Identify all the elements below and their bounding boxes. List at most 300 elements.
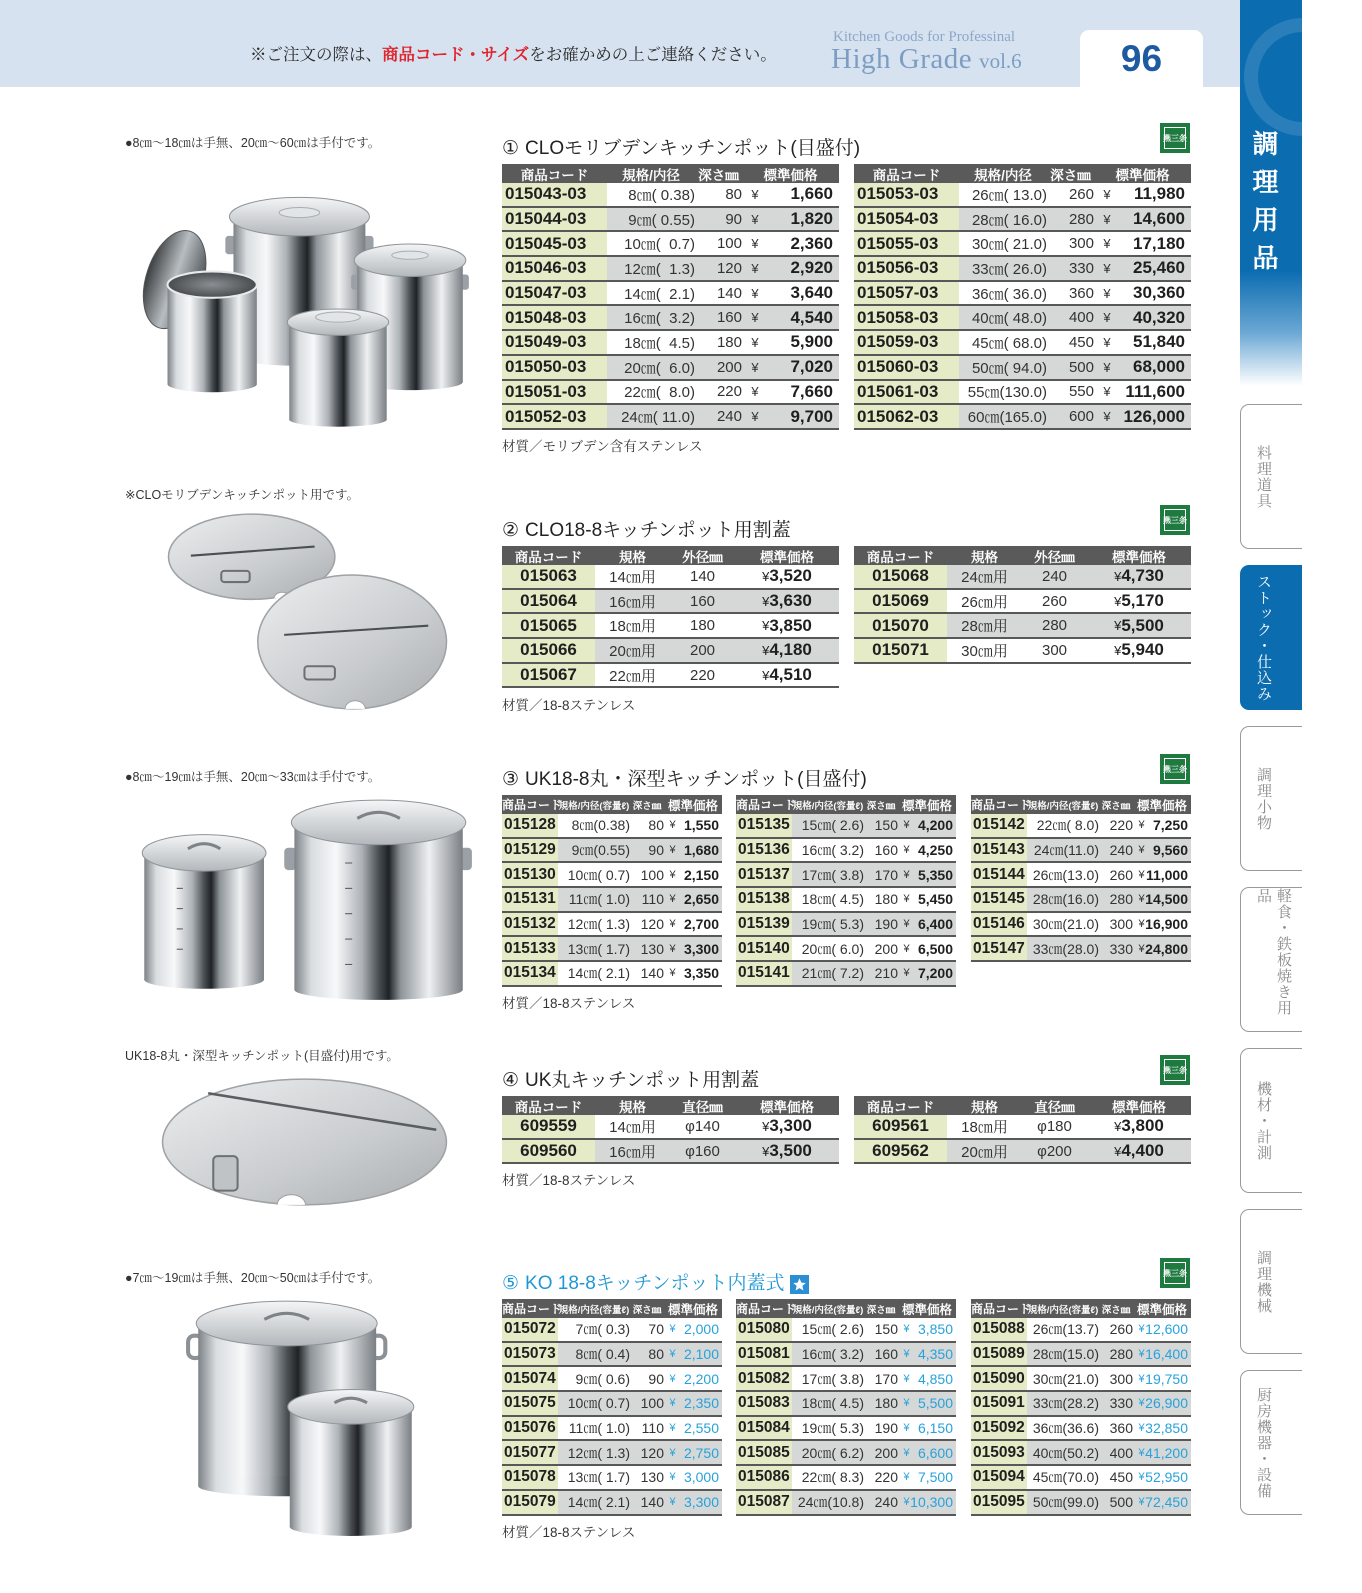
price: 3,800 [1121,1116,1164,1136]
outer-diameter: 300 [1041,641,1068,659]
depth: 120 [640,916,664,933]
section-title-text: UK丸キッチンポット用割蓋 [525,1070,760,1091]
price: 72,450 [1145,1494,1188,1511]
price: 2,920 [790,258,833,278]
price: 17,180 [1133,233,1185,253]
product-code: 609559 [502,1115,595,1138]
column-header: 商品コード [514,1099,583,1115]
depth: 160 [716,309,742,327]
product-code: 015083 [736,1392,792,1415]
size-spec: 20㎝( 6.0) [624,359,695,377]
table-row [736,1343,956,1368]
price: 2,750 [683,1444,719,1461]
product-note: ●7㎝～19㎝は手無、20㎝～50㎝は手付です。 [125,1271,381,1285]
depth: 170 [874,866,898,883]
size-spec: 16㎝( 3.2) [624,310,695,328]
depth: 360 [1109,1420,1133,1437]
price-cell [1087,614,1191,637]
product-code: 015142 [971,814,1027,837]
product-code: 015053-03 [854,183,959,206]
section-title-text: KO 18-8キッチンポット内蓋式 [525,1273,785,1294]
currency-symbol: ¥ [669,868,676,881]
size-spec: 9㎝( 0.6) [575,1370,630,1387]
depth: 90 [648,842,664,859]
outer-diameter: 280 [1041,617,1068,635]
table-row [736,1417,956,1442]
currency-symbol: ¥ [1138,819,1145,832]
size-spec: 24㎝用 [961,568,1008,586]
size-spec: 28㎝( 16.0) [971,211,1047,229]
product-code: 015067 [502,664,595,687]
diameter: φ140 [685,1117,720,1135]
price-cell [1087,565,1191,588]
currency-symbol: ¥ [751,310,759,326]
table-header [971,795,1191,814]
product-code: 015061-03 [854,381,959,404]
table-row [971,1392,1191,1417]
depth: 330 [1109,1395,1133,1412]
price: 1,680 [683,842,719,859]
small-pot-front [287,309,388,427]
column-header: 外径㎜ [682,549,723,565]
currency-symbol: ¥ [903,819,910,832]
product-code: 015070 [854,614,947,637]
sidebar-tab-equipment-measuring[interactable] [1240,1048,1302,1193]
table-row [502,1417,722,1442]
outer-diameter: 260 [1041,592,1068,610]
product-code: 015085 [736,1441,792,1464]
price-table [502,1096,839,1164]
price: 5,500 [1121,615,1164,635]
column-header: 商品コード [736,798,797,812]
table-row [502,356,839,381]
table-row [502,183,839,208]
price: 5,500 [917,1395,953,1412]
column-header: 規格/内径 [622,167,680,183]
price-cell [1087,1140,1191,1163]
page-number-tab [1080,30,1203,87]
table-row [971,839,1191,864]
column-header: 標準価格 [667,1302,718,1317]
currency-symbol: ¥ [669,1348,676,1361]
price: 7,660 [790,381,833,401]
notice-prefix: ※ご注文の際は、 [250,46,382,64]
depth: 120 [640,1444,664,1461]
tsubame-sanjo-badge [1161,1259,1189,1287]
size-spec: 10㎝( 0.7) [567,1395,630,1412]
column-header: 深さ㎜ [632,800,662,812]
size-spec: 50㎝( 94.0) [971,359,1047,377]
column-header: 商品コード [736,1302,797,1316]
column-header: 深さ㎜ [632,1304,662,1316]
sidebar-tab-label: 調理機械 [1255,1249,1272,1314]
product-note: ●8㎝～19㎝は手無、20㎝～33㎝は手付です。 [125,770,381,784]
table-header [854,1096,1191,1115]
price: 19,750 [1145,1370,1188,1387]
depth: 240 [874,1494,898,1511]
depth: 100 [640,1395,664,1412]
price: 11,000 [1145,866,1188,883]
currency-symbol: ¥ [669,918,676,931]
depth: 200 [874,940,898,957]
size-spec: 33㎝( 26.0) [971,260,1047,278]
currency-symbol: ¥ [903,1496,910,1509]
table-row [736,1441,956,1466]
size-spec: 55㎝(130.0) [967,384,1047,402]
size-spec: 36㎝( 36.0) [971,285,1047,303]
table-header [736,1299,956,1318]
currency-symbol: ¥ [1138,1496,1145,1509]
size-spec: 16㎝( 3.2) [801,1346,864,1363]
product-code: 015064 [502,590,595,613]
product-code: 015078 [502,1466,558,1489]
size-spec: 18㎝用 [961,1118,1008,1136]
depth: 300 [1068,235,1094,253]
size-spec: 22㎝( 8.3) [801,1469,864,1486]
badge-label: 燕三条 [1164,1262,1186,1284]
column-header: 標準価格 [760,549,814,565]
depth: 70 [648,1321,664,1338]
section-number: ⑤ [502,1273,520,1294]
price: 3,850 [769,615,812,635]
product-code: 015065 [502,614,595,637]
table-row [736,913,956,938]
depth: 180 [716,333,742,351]
price: 6,400 [917,916,953,933]
product-code: 015050-03 [502,356,607,379]
product-code: 015094 [971,1466,1027,1489]
product-code: 015132 [502,913,558,936]
sidebar-tab-stock-prep[interactable] [1240,565,1302,710]
product-code: 015069 [854,590,947,613]
column-header: 規格/内径(容量ℓ) [558,800,630,812]
product-note: UK18-8丸・深型キッチンポット(目盛付)用です。 [125,1049,399,1063]
currency-symbol: ¥ [669,1372,676,1385]
depth: 90 [648,1370,664,1387]
table-row [971,888,1191,913]
currency-symbol: ¥ [751,236,759,252]
price-cell [735,1140,839,1163]
table-header [502,1299,722,1318]
size-spec: 24㎝( 11.0) [621,409,695,427]
section-title [502,138,860,160]
depth: 330 [1068,259,1094,277]
sidebar-tab-kitchen-facilities[interactable] [1240,1370,1302,1515]
currency-symbol: ¥ [1103,384,1111,400]
product-photo-ko-kitchen-pots [188,1295,422,1539]
table-header [502,546,839,565]
table-row [736,839,956,864]
material-text: 材質／モリブデン含有ステンレス [502,439,703,454]
table-row [736,814,956,839]
product-code: 609561 [854,1115,947,1138]
product-code: 015134 [502,962,558,985]
depth: 130 [640,940,664,957]
column-header: 直径㎜ [682,1099,723,1115]
size-spec: 13㎝( 1.7) [567,940,630,957]
depth: 280 [1068,210,1094,228]
column-header: 深さ㎜ [1101,800,1131,812]
size-spec: 17㎝( 3.8) [801,866,864,883]
product-code: 609562 [854,1140,947,1163]
brand-title [831,43,1022,76]
product-code: 015043-03 [502,183,607,206]
depth: 450 [1068,333,1094,351]
table-header [971,1299,1191,1318]
currency-symbol: ¥ [751,186,759,202]
currency-symbol: ¥ [1138,844,1145,857]
price: 2,700 [683,916,719,933]
sidebar-tab-cooking-machines[interactable] [1240,1209,1302,1354]
product-code: 015143 [971,839,1027,862]
currency-symbol: ¥ [903,942,910,955]
price: 68,000 [1133,357,1185,377]
product-code: 015077 [502,1441,558,1464]
sidebar-tab-light-meal-griddle[interactable] [1240,887,1302,1032]
product-code: 015057-03 [854,282,959,305]
currency-symbol: ¥ [762,568,770,584]
depth: 140 [640,965,664,982]
column-header: 標準価格 [1136,1302,1187,1317]
size-spec: 9㎝( 0.55) [628,211,695,229]
product-code: 015147 [971,937,1027,960]
currency-symbol: ¥ [751,334,759,350]
depth: 280 [1109,891,1133,908]
table-row [502,839,722,864]
depth: 140 [716,284,742,302]
column-header: 規格 [619,549,646,565]
column-header: 標準価格 [763,167,818,183]
badge-label: 燕三条 [1164,127,1186,149]
product-code: 015071 [854,639,947,662]
size-spec: 9㎝(0.55) [571,842,630,859]
table-row [971,1367,1191,1392]
currency-symbol: ¥ [762,618,770,634]
section-title [502,520,791,542]
product-code: 015091 [971,1392,1027,1415]
notice-highlight: 商品コード・サイズ [382,46,530,64]
section-title [502,769,867,791]
price: 4,540 [790,307,833,327]
currency-symbol: ¥ [903,1323,910,1336]
size-spec: 14㎝用 [609,1118,656,1136]
price-table [502,795,722,987]
table-row [971,913,1191,938]
currency-symbol: ¥ [1138,1348,1145,1361]
section-number: ① [502,138,520,159]
depth: 180 [874,891,898,908]
table-row [502,405,839,430]
column-header: 商品コード [872,167,941,183]
table-row [502,962,722,987]
table-row [502,590,839,615]
column-header: 商品コード [520,167,589,183]
sidebar-tab-label: 料理道具 [1255,444,1272,509]
table-row [854,257,1191,282]
price: 11,980 [1133,184,1185,204]
section-title-text: CLOモリブデンキッチンポット(目盛付) [525,138,861,159]
currency-symbol: ¥ [669,844,676,857]
size-spec: 33㎝(28.2) [1032,1395,1099,1412]
table-row [736,1367,956,1392]
depth: 400 [1109,1444,1133,1461]
table-row [502,1466,722,1491]
size-spec: 60㎝(165.0) [967,409,1047,427]
currency-symbol: ¥ [1138,1323,1145,1336]
price: 10,300 [910,1494,953,1511]
depth: 500 [1068,358,1094,376]
product-code: 015052-03 [502,405,607,428]
currency-symbol: ¥ [669,1422,676,1435]
column-header: 標準価格 [1136,798,1187,813]
price: 1,550 [683,817,719,834]
column-header: 直径㎜ [1034,1099,1075,1115]
depth: 160 [874,842,898,859]
depth: 220 [874,1469,898,1486]
currency-symbol: ¥ [1138,1471,1145,1484]
material-text: 材質／18-8ステンレス [502,697,636,713]
size-spec: 19㎝( 5.3) [801,1420,864,1437]
depth: 220 [1109,817,1133,834]
product-code: 015084 [736,1417,792,1440]
price: 16,400 [1145,1346,1188,1363]
size-spec: 13㎝( 1.7) [567,1469,630,1486]
product-code: 015146 [971,913,1027,936]
product-photo-uk-split-lid [157,1071,452,1218]
column-header: 商品コード [971,798,1032,812]
product-note: ※CLOモリブデンキッチンポット用です。 [125,488,360,502]
table-row [736,1466,956,1491]
price: 51,840 [1133,332,1185,352]
size-spec: 22㎝( 8.0) [624,384,695,402]
product-code: 015136 [736,839,792,862]
price-cell [735,664,839,687]
column-header: 規格/内径(容量ℓ) [1027,1304,1099,1316]
depth: 80 [648,1346,664,1363]
product-code: 015137 [736,863,792,886]
product-code: 015139 [736,913,792,936]
table-row [971,1417,1191,1442]
product-code: 015045-03 [502,232,607,255]
table-row [854,1140,1191,1165]
table-row [854,614,1191,639]
product-code: 015073 [502,1343,558,1366]
sidebar-category-block [1240,0,1302,386]
price-table [502,164,839,430]
price: 6,150 [917,1420,953,1437]
table-row [502,1343,722,1368]
table-row [502,565,839,590]
price: 3,500 [769,1141,812,1161]
column-header: 商品コード [971,1302,1032,1316]
price-cell [1087,639,1191,662]
size-spec: 19㎝( 5.3) [801,916,864,933]
table-row [502,1441,722,1466]
table-row [736,1392,956,1417]
table-row [502,614,839,639]
table-row [736,1491,956,1516]
product-code: 015135 [736,814,792,837]
depth: 600 [1068,408,1094,426]
currency-symbol: ¥ [1138,918,1145,931]
table-header [854,546,1191,565]
currency-symbol: ¥ [1103,211,1111,227]
currency-symbol: ¥ [751,384,759,400]
tsubame-sanjo-badge [1161,1056,1189,1084]
product-code: 015140 [736,937,792,960]
product-code: 015080 [736,1318,792,1341]
price-cell [735,590,839,613]
price: 3,520 [769,566,812,586]
size-spec: 22㎝用 [609,667,656,685]
currency-symbol: ¥ [1138,868,1145,881]
table-row [502,1392,722,1417]
table-header [502,164,839,183]
size-spec: 30㎝(21.0) [1032,1370,1099,1387]
table-row [502,282,839,307]
size-spec: 33㎝(28.0) [1032,940,1099,957]
currency-symbol: ¥ [903,844,910,857]
price: 30,360 [1133,283,1185,303]
column-header: 規格/内径(容量ℓ) [792,800,864,812]
product-section-clo-kitchen-pot [502,124,1191,454]
column-header: 深さ㎜ [1101,1304,1131,1316]
sidebar-tab-small-utensils[interactable] [1240,726,1302,871]
table-header [502,795,722,814]
price: 14,600 [1133,209,1185,229]
price: 16,900 [1145,916,1188,933]
size-spec: 30㎝( 21.0) [971,236,1047,254]
product-code: 015133 [502,937,558,960]
currency-symbol: ¥ [762,642,770,658]
table-row [854,208,1191,233]
price: 5,900 [790,332,833,352]
product-code: 015060-03 [854,356,959,379]
currency-symbol: ¥ [669,1397,676,1410]
price: 3,300 [769,1116,812,1136]
currency-symbol: ¥ [1103,260,1111,276]
table-row [736,962,956,987]
size-spec: 28㎝(16.0) [1032,891,1099,908]
depth: 220 [716,383,742,401]
currency-symbol: ¥ [1103,409,1111,425]
table-row [971,1343,1191,1368]
size-spec: 20㎝用 [961,1143,1008,1161]
table-row [854,1115,1191,1140]
column-header: 規格 [619,1099,646,1115]
sidebar-tab-label: 軽食・鉄板焼き用品 [1255,888,1292,1016]
price-table [971,795,1191,962]
depth: 130 [640,1469,664,1486]
currency-symbol: ¥ [1114,593,1122,609]
split-lid-large [258,575,447,709]
size-spec: 26㎝( 13.0) [971,186,1047,204]
column-header: 深さ㎜ [866,1304,896,1316]
table-row [502,913,722,938]
size-spec: 40㎝( 48.0) [971,310,1047,328]
price: 2,100 [683,1346,719,1363]
table-row [854,356,1191,381]
small-pot [288,1390,414,1536]
sidebar-tab-cooking-tools[interactable] [1240,404,1302,549]
product-code: 015141 [736,962,792,985]
price: 4,730 [1121,566,1164,586]
depth: 180 [874,1395,898,1412]
currency-symbol: ¥ [1103,285,1111,301]
sidebar-tab-label: 厨房機器・設備 [1255,1386,1272,1499]
column-header: 規格/内径(容量ℓ) [1027,800,1099,812]
price: 5,450 [917,891,953,908]
